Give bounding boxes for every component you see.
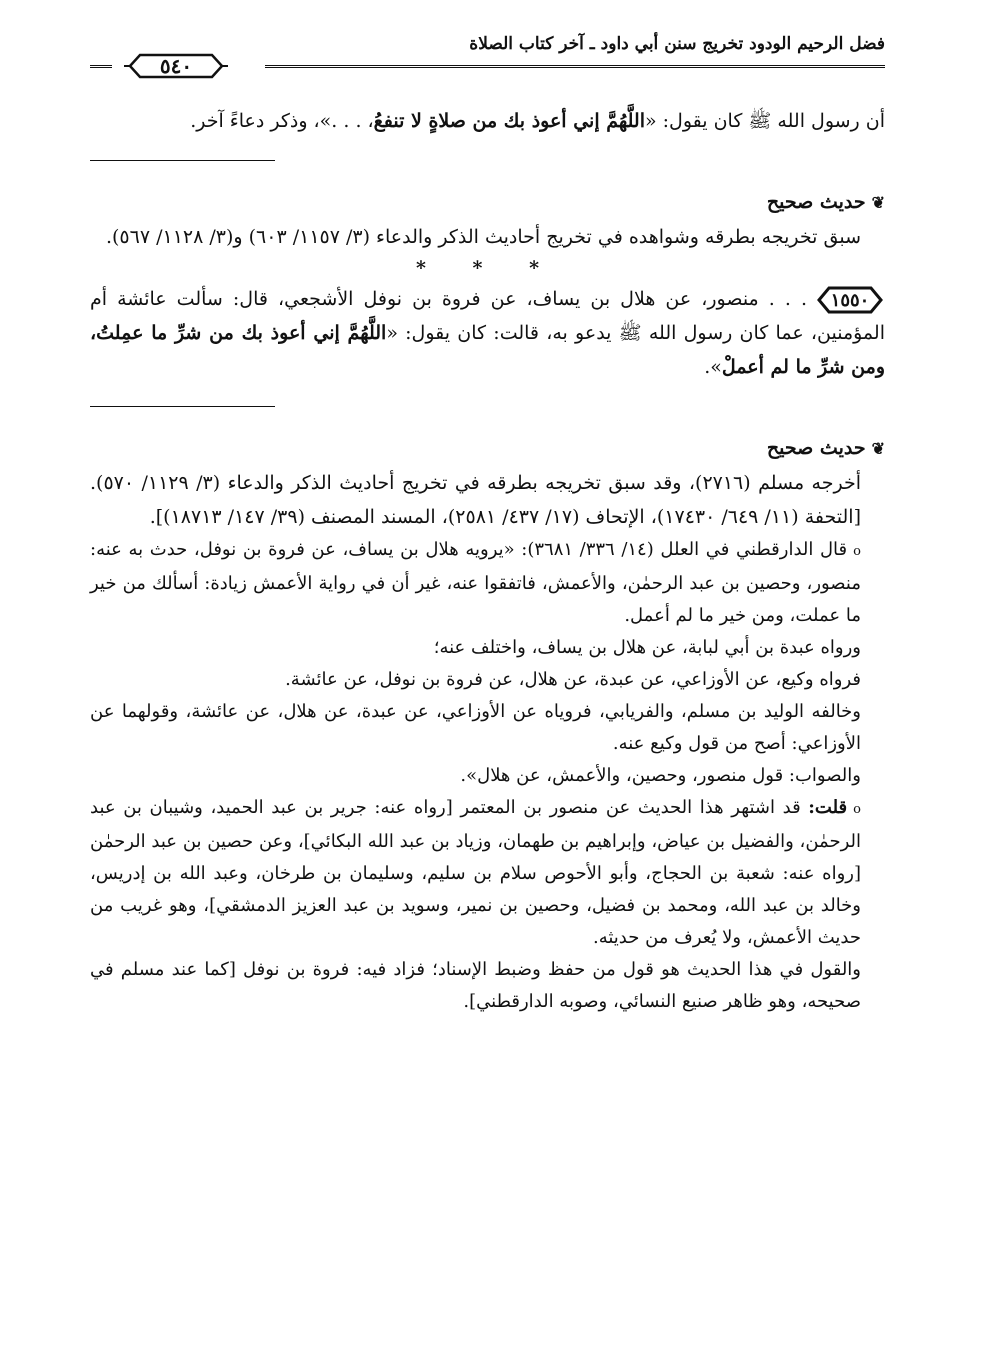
commentary-p7: والقول في هذا الحديث هو قول من حفظ وضبط الإسناد؛ فزاد فيه: فروة بن نوفل [كما عند مسلم في صحيحه، وهو ظاهر صنيع النسائي، وصوبه الدارقطني]. <box>90 959 861 1012</box>
page-number: ٥٤٠ <box>159 54 193 78</box>
section1-grade <box>90 185 885 220</box>
hadith-number-badge <box>815 285 885 315</box>
header-rule <box>265 65 885 68</box>
commentary <box>90 534 885 1018</box>
header-rule-left <box>90 65 112 68</box>
page-number-badge <box>116 52 236 80</box>
commentary-p5: والصواب: قول منصور، وحصين، والأعمش، عن هلال». <box>460 765 861 786</box>
section1-text <box>90 104 885 138</box>
commentary-p4: وخالفه الوليد بن مسلم، والفريابي، فروياه عن الأوزاعي، عن عبدة، عن هلال، عن عائشة، وقولهما عن الأوزاعي: أصح من قول وكيع عنه. <box>90 701 861 754</box>
qultu-label: قلت: <box>808 797 848 818</box>
grade-marker-icon: ❦ <box>871 193 885 212</box>
grade-marker-icon: ❦ <box>871 439 885 458</box>
separator-rule <box>90 160 275 161</box>
commentary-p1 <box>90 534 885 632</box>
hadith-text <box>90 282 885 384</box>
commentary-p2: ورواه عبدة بن أبي لبابة، عن هلال بن يساف، واختلف عنه؛ <box>433 637 861 658</box>
commentary-p6-text: قد اشتهر هذا الحديث عن منصور بن المعتمر [رواه عنه: جرير بن عبد الحميد، وشيبان بن عبد الرحمٰن، والفضيل بن عياض، وإبراهيم بن طهمان، وزياد بن عبد الله البكائي]، وعن حصين بن عبد الرحمٰن [رواه عنه: شعبة بن الحجاج، وأبو الأحوص سلام بن سليم، وسليمان بن طرخان، وعبد الله بن إدريس، وخالد بن عبد الله، ومحمد بن فضيل، وحصين بن نمير، وسويد بن عبد العزيز الدمشقي]، وهو غريب من حديث الأعمش، ولا يُعرف من حديثه. <box>90 797 861 948</box>
commentary-p6 <box>90 792 885 954</box>
section1-grade-label: حديث صحيح <box>766 191 866 213</box>
hadith-grade-text: أخرجه مسلم (٢٧١٦)، وقد سبق تخريجه بطرقه في تخريج أحاديث الذكر والدعاء (٣/ ١١٢٩/ ٥٧٠). [التحفة (١١/ ٦٤٩/ ١٧٤٣٠)، الإتحاف (١٧/ ٤٣٧/ ٢٥٨١)، المسند المصنف (٣٩/ ١٤٧/ ١٨٧١٣)]. <box>90 472 861 528</box>
section1-grade-text: سبق تخريجه بطرقه وشواهده في تخريج أحاديث الذكر والدعاء (٣/ ١١٥٧/ ٦٠٣) و(٣/ ١١٢٨/ ٥٦٧). <box>105 226 861 248</box>
hadith-grade <box>90 431 885 466</box>
commentary-p1-text: قال الدارقطني في العلل (١٤/ ٣٣٦/ ٣٦٨١): «يرويه هلال بن يساف، عن فروة بن نوفل، حدث به عنه: منصور، وحصين بن عبد الرحمٰن، والأعمش، فاتفقوا عنه، غير أن في رواية الأعمش زيادة: أسألك من خير ما عملت، ومن خير ما لم أعمل. <box>90 539 861 626</box>
hadith-number: ١٥٥٠ <box>830 290 870 311</box>
section-divider-stars: * * * <box>415 257 560 279</box>
running-title: فضل الرحيم الودود تخريج سنن أبي داود ـ آخر كتاب الصلاة <box>469 34 885 54</box>
hadith-text-after: ». <box>704 356 722 378</box>
page-header <box>90 34 885 78</box>
page-body <box>90 104 885 1018</box>
section1-text-before: أن رسول الله ﷺ كان يقول: « <box>644 110 885 132</box>
section1-quote: اللَّهُمَّ إني أعوذ بك من صلاةٍ لا تنفعُ <box>373 110 645 132</box>
bullet-icon: o <box>853 802 861 817</box>
hadith-grade-label: حديث صحيح <box>766 437 866 459</box>
section1-text-after: ، . . .»، وذكر دعاءً آخر. <box>190 110 374 132</box>
commentary-p3: فرواه وكيع، عن الأوزاعي، عن عبدة، عن هلال، عن فروة بن نوفل، عن عائشة. <box>285 669 861 690</box>
separator-rule <box>90 406 275 407</box>
hadith-text-before: . . . منصور، عن هلال بن يساف، عن فروة بن نوفل الأشجعي، قال: سألت عائشة أم المؤمنين، عما كان رسول الله ﷺ يدعو به، قالت: كان يقول: « <box>90 288 885 344</box>
hadith-quote: اللَّهُمَّ إني أعوذ بك من شرِّ ما عمِلتُ، ومن شرِّ ما لم أعملْ <box>90 322 885 378</box>
bullet-icon: o <box>853 544 861 559</box>
